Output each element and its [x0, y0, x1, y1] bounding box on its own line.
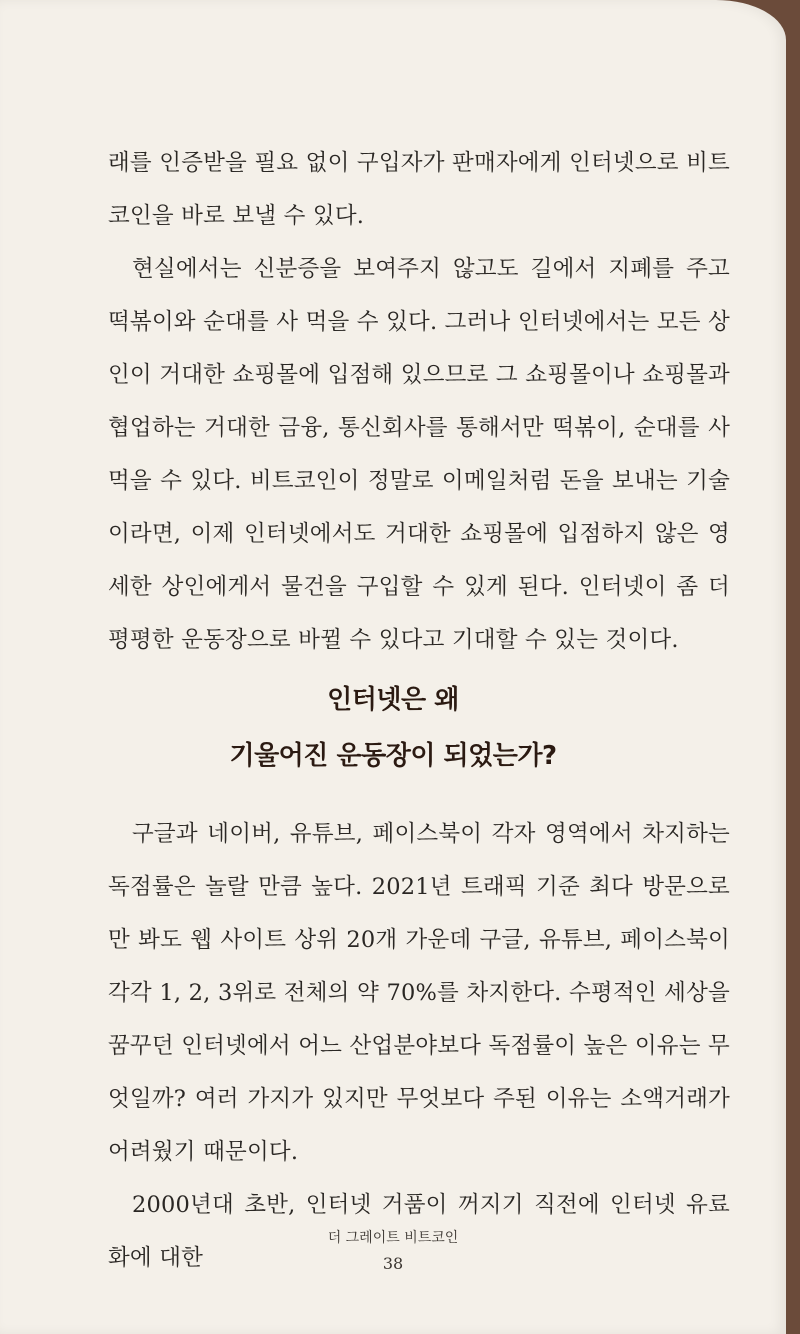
paragraph-reality-vs-internet: 현실에서는 신분증을 보여주지 않고도 길에서 지폐를 주고 떡볶이와 순대를 사 먹을 수 있다. 그러나 인터넷에서는 모든 상인이 거대한 쇼핑몰에 입점해 있으므로 그 쇼핑몰이나 쇼핑몰과 협업하는 거대한 금융, 통신회사를 통해서만 떡볶이, 순대를 사 먹을 수 있다. 비트코인이 정말로 이메일처럼 돈을 보내는 기술이라면, 이제 인터넷에서도 거대한 쇼핑몰에 입점하지 않은 영세한 상인에게서 물건을 구입할 수 있게 된다. 인터넷이 좀 더 평평한 운동장으로 바뀔 수 있다고 기대할 수 있는 것이다.	[108, 256, 730, 653]
running-footer-book-title: 더 그레이트 비트코인	[327, 1230, 459, 1246]
paragraph-monopoly: 구글과 네이버, 유튜브, 페이스북이 각자 영역에서 차지하는 독점률은 놀랄 만큼 높다. 2021년 트래픽 기준 최다 방문으로만 봐도 웹 사이트 상위 20개 가운데 구글, 유튜브, 페이스북이 각각 1, 2, 3위로 전체의 약 70%를 차지한다. 수평적인 세상을 꿈꾸던 인터넷에서 어느 산업분야보다 독점률이 높은 이유는 무엇일까? 여러 가지가 있지만 무엇보다 주된 이유는 소액거래가 어려웠기 때문이다.	[108, 821, 730, 1165]
section-heading-line2: 기울어진 운동장이 되었는가?	[229, 741, 557, 771]
section-heading	[0, 672, 786, 784]
section-heading-line1: 인터넷은 왜	[327, 685, 459, 715]
paragraph-2000s: 2000년대 초반, 인터넷 거품이 꺼지기 직전에 인터넷 유료화에 대한	[108, 1192, 730, 1271]
page-number: 38	[382, 1254, 404, 1273]
body-text-section	[108, 808, 730, 1285]
body-text-top	[108, 137, 730, 667]
paragraph-continued: 래를 인증받을 필요 없이 구입자가 판매자에게 인터넷으로 비트코인을 바로 보낼 수 있다.	[108, 150, 730, 229]
